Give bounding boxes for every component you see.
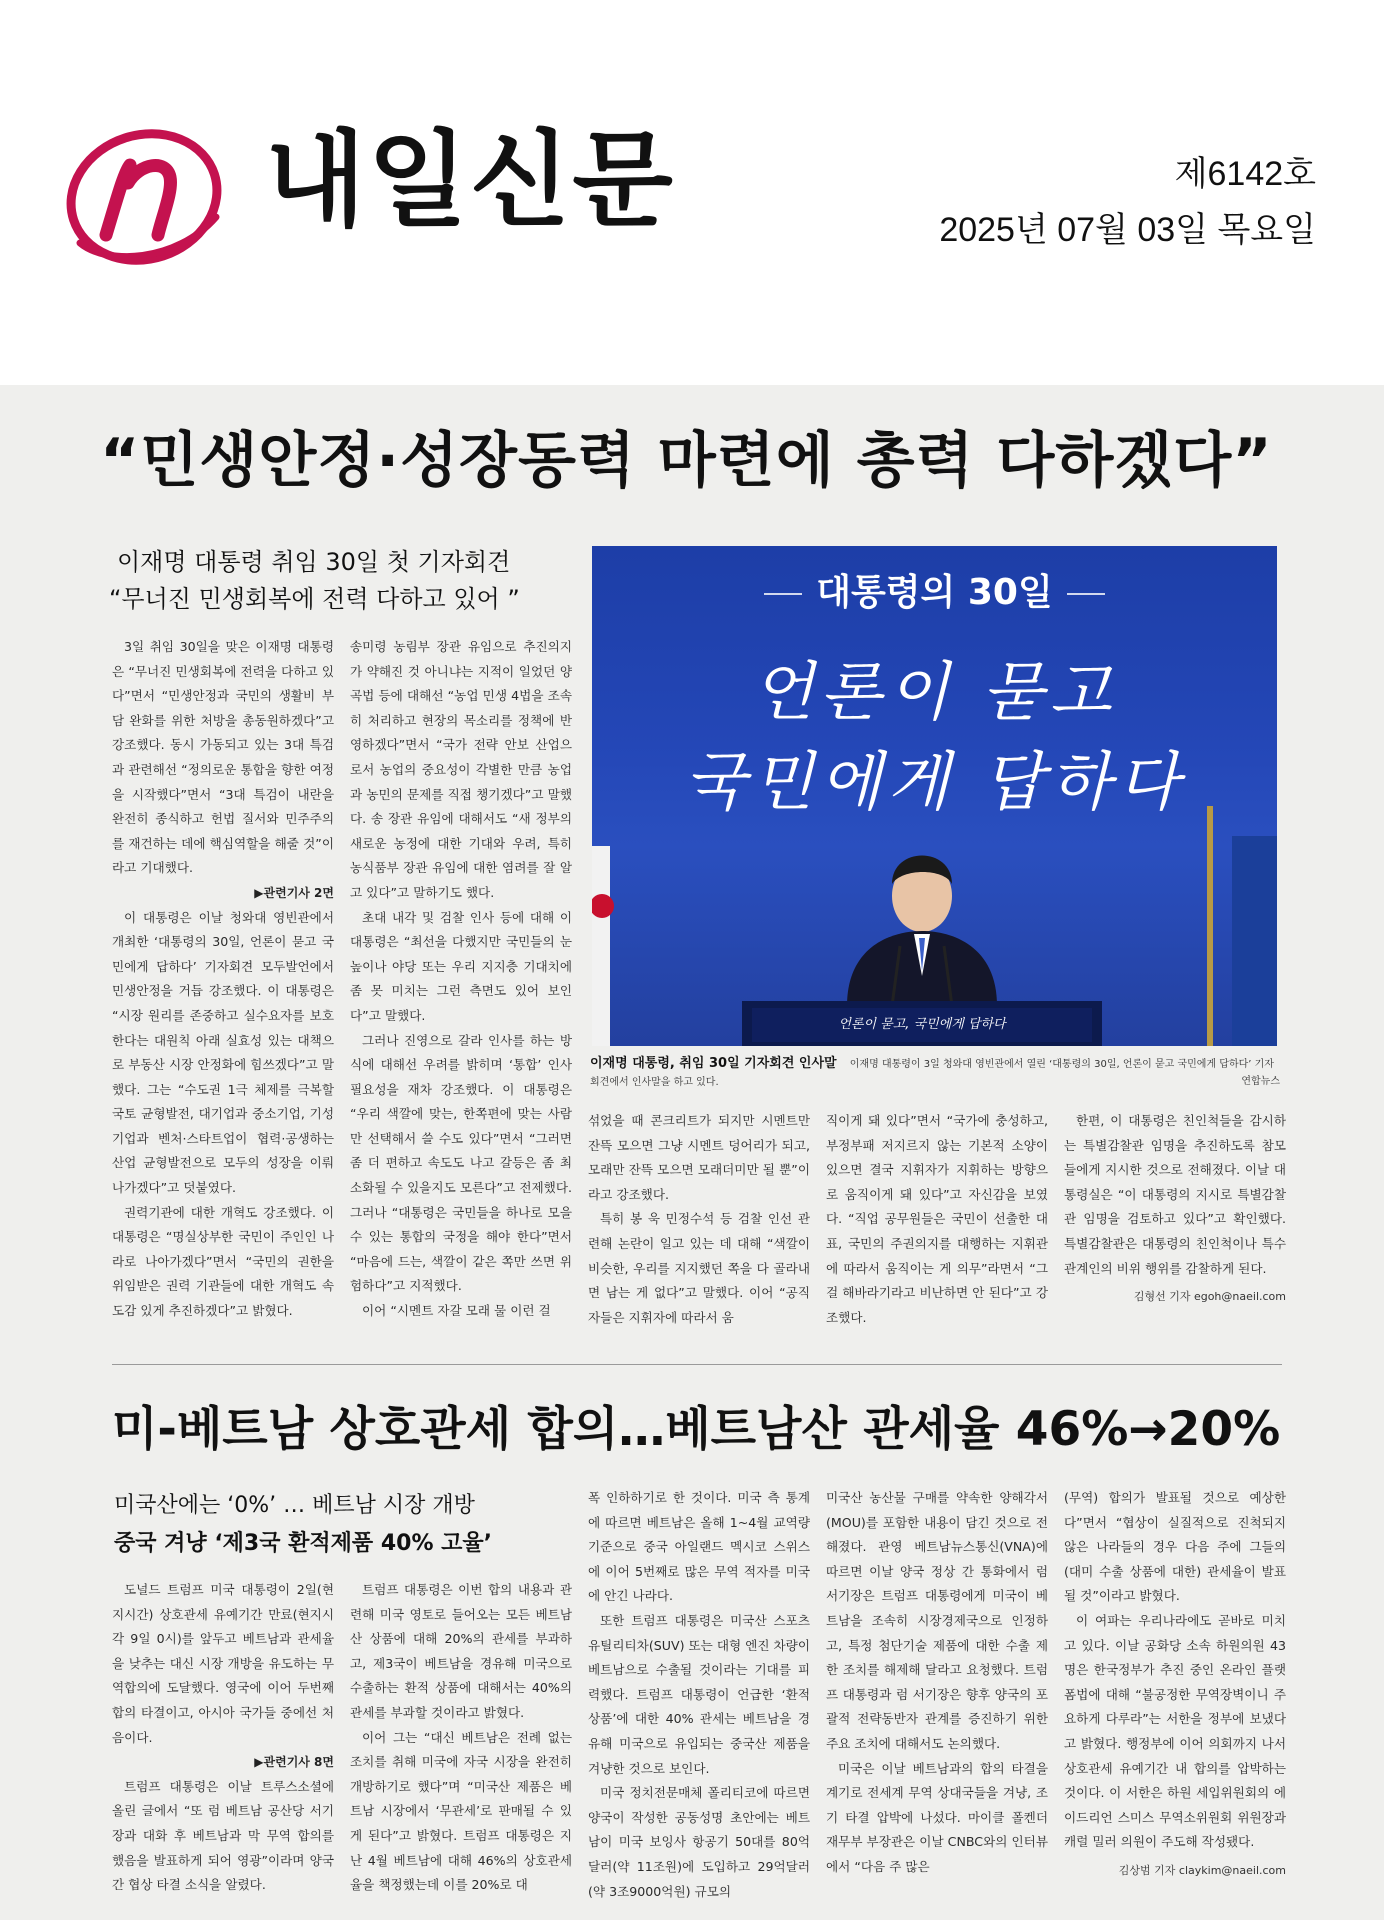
article1-paragraph: 이어 “시멘트 자갈 모래 물 이런 걸 [362, 1303, 551, 1319]
article2-paragraph: (무역) 합의가 발표될 것으로 예상한다”면서 “협상이 실질적으로 진척되지 않은 나라들의 경우 다음 주에 그들의 (대미 수출 상품에 대한) 관세율이 발표될 것”이라고 밝혔다. [1064, 1490, 1286, 1604]
article2-paragraph: 미국산 농산물 구매를 약속한 양해각서(MOU)를 포함한 내용이 담긴 것으로 전해졌다. 관영 베트남뉴스통신(VNA)에 따르면 이날 양국 정상 간 통화에서 럼 서기장은 트럼프 대통령에게 미국이 베트남을 조속히 시장경제국으로 인정하고, 특정 첨단기술 제품에 대한 수출 제한 조치를 해제해 달라고 요청했다. 트럼프 대통령과 럼 서기장은 향후 양국의 포괄적 전략동반자 관계를 증진하기 위한 주요 조치에 대해서도 논의했다. [826, 1490, 1048, 1751]
article2-paragraph: 미국 정치전문매체 폴리티코에 따르면 양국이 작성한 공동성명 초안에는 베트남이 미국 보잉사 항공기 50대를 80억달러(약 11조원)에 도입하고 29억달러(약 3조9000억원) 규모의 [588, 1785, 810, 1899]
article1-column-1 [112, 635, 334, 1325]
article1-paragraph: 섞었을 때 콘크리트가 되지만 시멘트만 잔뜩 모으면 그냥 시멘트 덩어리가 되고, 모래만 잔뜩 모으면 모래더미만 될 뿐”이라고 강조했다. [588, 1113, 810, 1202]
photo-banner-title: 대통령의 30일 [592, 564, 1277, 615]
photo-slogan-line-1: 언론이 묻고 [751, 656, 1118, 730]
article2-paragraph: 트럼프 대통령은 이날 트루스소셜에 올린 글에서 “또 럼 베트남 공산당 서기장과 대화 후 베트남과 막 무역 합의를 했음을 발표하게 되어 영광”이라며 양국간 협상 타결 소식을 알렸다. [112, 1778, 334, 1893]
article2-headline: 미-베트남 상호관세 합의…베트남산 관세율 46%→20% [112, 1402, 1281, 1457]
article2-paragraph: 이어 그는 “대신 베트남은 전례 없는 조치를 취해 미국에 자국 시장을 완전히 개방하기로 했다”며 “미국산 제품은 베트남 시장에서 ‘무관세’로 판매될 수 있게 된다”고 밝혔다. 트럼프 대통령은 지난 4월 베트남에 대해 46%의 상호관세율을 책정했는데 이를 20%로 대 [350, 1729, 572, 1893]
photo-slogan-line-2: 국민에게 답하다 [683, 746, 1186, 820]
n-logo-icon [66, 125, 228, 270]
article2-paragraph: 트럼프 대통령은 이번 합의 내용과 관련해 미국 영토로 들어오는 모든 베트남산 상품에 대해 20%의 관세를 부과하고, 제3국이 베트남을 경유해 미국으로 수출하는 환적 상품에 대해서는 40%의 관세를 부과할 것이라고 밝혔다. [350, 1582, 572, 1720]
podium-sign: 언론이 묻고, 국민에게 답하다 [752, 1008, 1092, 1042]
article1-paragraph: 송미령 농림부 장관 유임으로 추진의지가 약해진 것 아니냐는 지적이 일었던 양곡법 등에 대해선 “농업 민생 4법을 조속히 처리하고 현장의 목소리를 정책에 반영하겠다”면서 “국가 전략 안보 산업으로서 농업의 중요성이 각별한 만큼 농업과 농민의 문제를 직접 챙기겠다”고 말했다. 송 장관 유임에 대해서도 “새 정부의 새로운 농정에 대한 기대와 우려, 특히 농식품부 장관 유임에 대한 염려를 잘 알고 있다”고 말하기도 했다. [350, 639, 572, 900]
paper-name: 내일신문 [265, 119, 675, 241]
article2-paragraph: 또한 트럼프 대통령은 미국산 스포츠유틸리티차(SUV) 또는 대형 엔진 차량이 베트남으로 수출될 것이라는 기대를 피력했다. 트럼프 대통령이 언급한 ‘환적 상품’에 대한 40% 관세는 베트남을 경유해 미국으로 유입되는 중국산 제품을 겨냥한 것으로 보인다. [588, 1612, 810, 1776]
article2-column-1 [112, 1578, 334, 1908]
article1-subheadline-2: “무너진 민생회복에 전력 다하고 있어 ” [109, 585, 520, 613]
article2-byline: 김상범 기자 claykim@naeil.com [1118, 1863, 1286, 1877]
article1-paragraph: 그러나 진영으로 갈라 인사를 하는 방식에 대해선 우려를 밝히며 ‘통합’ 인사 필요성을 재차 강조했다. 이 대통령은 “우리 색깔에 맞는, 한쪽편에 맞는 사람만 선택해서 쓸 수도 있다”면서 “그러면 좀 더 편하고 속도도 나고 갈등은 좀 최소화될 수 있을지도 모른다”고 전제했다. 그러나 “대통령은 국민들을 하나로 모을 수 있는 통합의 국정을 해야 한다”면서 “마음에 드는, 색깔이 같은 쪽만 쓰면 위험하다”고 지적했다. [350, 1032, 572, 1294]
article1-column-4 [826, 1109, 1048, 1325]
article1-column-3 [588, 1109, 810, 1325]
article2-paragraph: 미국은 이날 베트남과의 합의 타결을 계기로 전세계 무역 상대국들을 겨냥, 조기 타결 압박에 나섰다. 마이클 폴켄더 재무부 부장관은 이날 CNBC와의 인터뷰에서 “다음 주 많은 [826, 1760, 1048, 1874]
photo-credit: 연합뉴스 [1241, 1076, 1280, 1087]
masthead [0, 0, 1384, 385]
article2-subheadline-2: 중국 겨냥 ‘제3국 환적제품 40% 고율’ [114, 1531, 493, 1556]
article2-column-2 [350, 1578, 572, 1908]
article2-paragraph: 폭 인하하기로 한 것이다. 미국 측 통계에 따르면 베트남은 올해 1~4월 교역량 기준으로 중국 아일랜드 멕시코 스위스에 이어 5번째로 많은 무역 적자를 미국에 안긴 나라다. [588, 1490, 810, 1604]
article1-paragraph: 3일 취임 30일을 맞은 이재명 대통령은 “무너진 민생회복에 전력을 다하고 있다”면서 “민생안정과 국민의 생활비 부담 완화를 위한 처방을 총동원하겠다”고 강조했다. 동시 가동되고 있는 3대 특검과 관련해선 “정의로운 통합을 향한 여정을 시작했다”면서 “3대 특검이 내란을 완전히 종식하고 헌법 질서와 민주주의를 재건하는 데에 핵심역할을 해줄 것”이라고 기대했다. [112, 639, 334, 876]
article2-column-5 [1064, 1486, 1286, 1906]
newspaper-page [0, 385, 1384, 1920]
speaker-figure [592, 546, 1277, 1046]
article1-paragraph: 이 대통령은 이날 청와대 영빈관에서 개최한 ‘대통령의 30일, 언론이 묻고 국민에게 답하다’ 기자회견 모두발언에서 민생안정을 거듭 강조했다. 이 대통령은 “시장 원리를 존중하고 실수요자를 보호한다는 대원칙 아래 실효성 있는 대책으로 부동산 시장 안정화에 힘쓰겠다”고 말했다. 그는 “수도권 1극 체제를 극복할 국토 균형발전, 대기업과 중소기업, 기성기업과 벤처·스타트업이 협력·공생하는 산업 균형발전으로 모두의 성장을 이뤄나가겠다”고 덧붙였다. [112, 909, 334, 1196]
photo-caption-title: 이재명 대통령, 취임 30일 기자회견 인사말 [590, 1056, 837, 1071]
article1-column-2 [350, 635, 572, 1325]
related-article-ref: ▶관련기사 8면 [254, 1755, 334, 1770]
issue-number: 제6142호 [1174, 155, 1316, 193]
article-divider [112, 1364, 1282, 1365]
article1-paragraph: 권력기관에 대한 개혁도 강조했다. 이 대통령은 “명실상부한 국민이 주인인 나라로 나아가겠다”면서 “국민의 권한을 위임받은 권력 기관들에 대한 개혁도 속도감 있게 추진하겠다”고 밝혔다. [112, 1204, 334, 1319]
photo-caption-text: 이재명 대통령이 3일 청와대 영빈관에서 열린 ‘대통령의 30일, 언론이 묻고 국민에게 답하다’ 기자회견에서 인사말을 하고 있다. [590, 1059, 1274, 1088]
article1-paragraph: 특히 봉 욱 민정수석 등 검찰 인선 관련해 논란이 일고 있는 데 대해 “색깔이 비슷한, 우리를 지지했던 쪽을 다 골라내면 남는 게 없다”고 말했다. 이어 “공직자들은 지휘자에 따라서 움 [588, 1211, 810, 1325]
article2-paragraph: 이 여파는 우리나라에도 곧바로 미치고 있다. 이날 공화당 소속 하원의원 43명은 한국정부가 추진 중인 온라인 플랫폼법에 대해 “불공정한 무역장벽이니 주요하게 다루라”는 서한을 정부에 보냈다고 밝혔다. 행정부에 이어 의회까지 나서 상호관세 유예기간 내 합의를 압박하는 것이다. 이 서한은 하원 세입위원회의 에이드리언 스미스 무역소위원회 위원장과 캐럴 밀러 의원이 주도해 작성됐다. [1064, 1612, 1286, 1850]
article2-paragraph: 도널드 트럼프 미국 대통령이 2일(현지시간) 상호관세 유예기간 만료(현지시각 9일 0시)를 앞두고 베트남과 관세율을 낮추는 대신 시장 개방을 유도하는 무역합의에 도달했다. 영국에 이어 두번째 합의 타결이고, 아시아 국가들 중에선 처음이다. [112, 1582, 334, 1745]
article2-column-3 [588, 1486, 810, 1906]
article2-column-4 [826, 1486, 1048, 1906]
article1-byline: 김형선 기자 egoh@naeil.com [1133, 1290, 1286, 1304]
article1-headline: “민생안정·성장동력 마련에 총력 다하겠다” [100, 426, 1273, 496]
article1-subheadline-1: 이재명 대통령 취임 30일 첫 기자회견 [117, 548, 511, 576]
issue-date: 2025년 07월 03일 목요일 [939, 211, 1316, 249]
article2-subheadline-1: 미국산에는 ‘0%’ … 베트남 시장 개방 [114, 1493, 475, 1518]
article1-paragraph: 초대 내각 및 검찰 인사 등에 대해 이 대통령은 “최선을 다했지만 국민들의 눈높이나 야당 또는 우리 지지층 기대치에 좀 못 미치는 그런 측면도 있어 보인다”고 말했다. [350, 909, 572, 1023]
related-article-ref: ▶관련기사 2면 [254, 885, 334, 900]
press-conference-photo [592, 546, 1277, 1046]
article1-paragraph: 직이게 돼 있다”면서 “국가에 충성하고, 부정부패 저지르지 않는 기본적 소양이 있으면 결국 지휘자가 지휘하는 방향으로 움직이게 돼 있다”고 자신감을 보였다. “직업 공무원들은 국민이 선출한 대표, 국민의 주권의지를 대행하는 지휘관에 따라서 움직이는 게 의무”라면서 “그걸 해바라기라고 비난하면 안 된다”고 강조했다. [826, 1113, 1048, 1325]
article1-paragraph: 한편, 이 대통령은 친인척들을 감시하는 특별감찰관 임명을 추진하도록 참모들에게 지시한 것으로 전해졌다. 이날 대통령실은 “이 대통령의 지시로 특별감찰관 임명을 검토하고 있다”고 확인했다. 특별감찰관은 대통령의 친인척이나 특수관계인의 비위 행위를 감찰하게 된다. [1064, 1113, 1286, 1276]
photo-caption [590, 1055, 1280, 1092]
article1-column-5 [1064, 1109, 1286, 1325]
